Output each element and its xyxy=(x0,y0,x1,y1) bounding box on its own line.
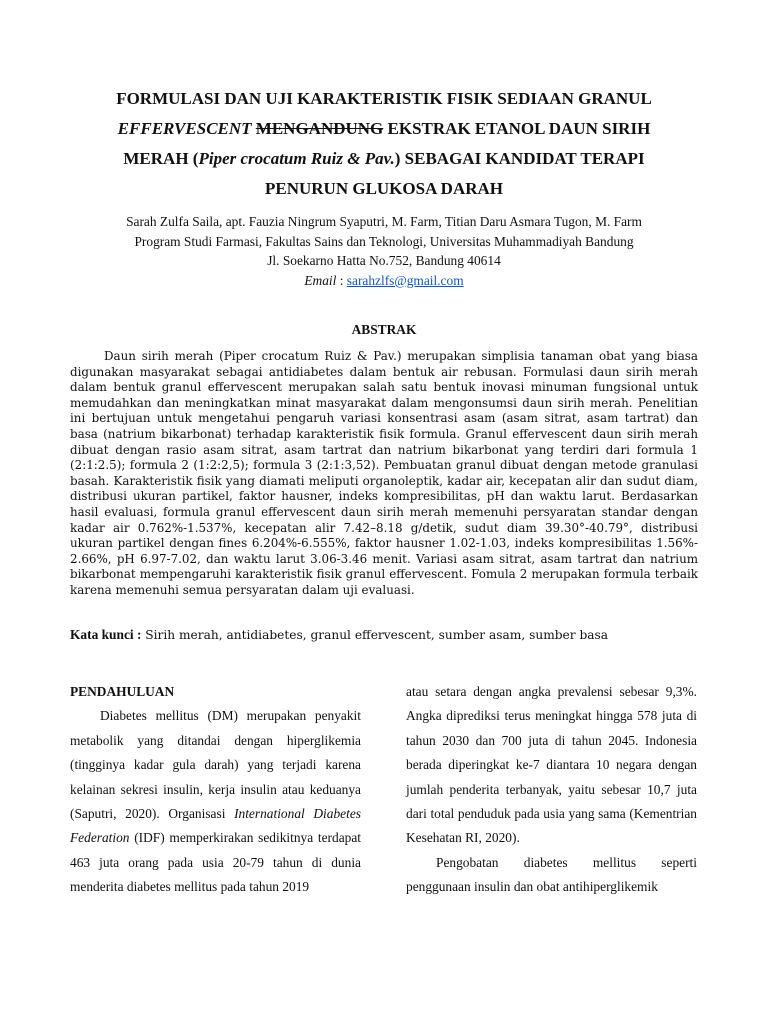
author-block xyxy=(60,212,708,290)
author-names: Sarah Zulfa Saila, apt. Fauzia Ningrum Syaputri, M. Farm, Titian Daru Asmara Tugon, M. Farm xyxy=(126,214,642,229)
column-left xyxy=(70,680,361,900)
keywords-text: Sirih merah, antidiabetes, granul effervescent, sumber asam, sumber basa xyxy=(141,628,609,642)
title-struck-word: MENGANDUNG xyxy=(255,119,384,138)
paper-title xyxy=(70,84,698,204)
email-label: Email xyxy=(304,272,337,288)
section-heading-introduction: PENDAHULUAN xyxy=(70,684,175,699)
email-separator: : xyxy=(336,272,347,288)
title-line-3-start: MERAH ( xyxy=(123,149,199,168)
author-address: Jl. Soekarno Hatta No.752, Bandung 40614 xyxy=(267,253,501,268)
abstract-heading: ABSTRAK xyxy=(351,322,417,337)
abstract-body: Daun sirih merah (Piper crocatum Ruiz & Pav.) merupakan simplisia tanaman obat yang biasa digunakan masyarakat sebagai antidiabetes dalam bentuk air rebusan. Formulasi daun sirih merah dalam bentuk granul effervescent merupakan salah satu bentuk inovasi minuman fungsional untuk memudahkan dan meningkatkan minat masyarakat dalam mengonsumsi daun sirih merah. Penelitian ini bertujuan untuk mengetahui pengaruh variasi konsentrasi asam (asam sitrat, asam tartrat) dan basa (natrium bikarbonat) terhadap karakteristik fisik formula. Granul effervescent daun sirih merah dibuat dengan rasio asam sitrat, asam tartrat dan natrium bikarbonat yang terdiri dari formula 1 (2:1:2.5); formula 2 (1:2:2,5); formula 3 (2:1:3,52). Pembuatan granul dibuat dengan metode granulasi basah. Karakteristik fisik yang diamati meliputi organoleptik, kadar air, kecepatan alir dan sudut diam, distribusi ukuran partikel, faktor hausner, indeks kompresibilitas, pH dan waktu larut. Berdasarkan hasil evaluasi, formula granul effervescent daun sirih merah memenuhi persyaratan standar dengan kadar air 0.762%-1.537%, kecepatan alir 7.42–8.18 g/detik, sudut diam 39.30°-40.79°, distribusi ukuran partikel dengan fines 6.204%-6.555%, faktor hausner 1.02-1.03, indeks kompresibilitas 1.56%- 2.66%, pH 6.97-7.02, dan waktu larut 3.06-3.46 menit. Variasi asam sitrat, asam tartrat dan natrium bikarbonat mempengaruhi karakteristik fisik granul effervescent. Fomula 2 merupakan formula terbaik karena memenuhi semua persyaratan dalam uji evaluasi. xyxy=(70,349,698,597)
title-line-2-rest: EKSTRAK ETANOL DAUN SIRIH xyxy=(387,119,651,138)
intro-paragraph-1 xyxy=(70,704,361,899)
intro-paragraph-2: Pengobatan diabetes mellitus seperti penggunaan insulin dan obat antihiperglikemik xyxy=(406,854,697,895)
author-email-line xyxy=(60,271,708,291)
email-link[interactable]: sarahzlfs@gmail.com xyxy=(346,272,464,288)
author-affiliation: Program Studi Farmasi, Fakultas Sains dan Teknologi, Universitas Muhammadiyah Bandung xyxy=(134,233,634,249)
keywords-line xyxy=(70,627,698,643)
title-line-4: PENURUN GLUKOSA DARAH xyxy=(264,179,504,198)
title-line-2 xyxy=(70,114,698,144)
title-line-3 xyxy=(70,144,698,174)
title-line-1: FORMULASI DAN UJI KARAKTERISTIK FISIK SEDIAAN GRANUL xyxy=(116,89,652,108)
intro-p1-start: Diabetes mellitus (DM) merupakan penyakit metabolik yang ditandai dengan hiperglikemia (tingginya kadar gula darah) yang terjadi karena kelainan sekresi insulin, kerja insulin atau keduanya (Saputri, 2020). Organisasi xyxy=(70,708,361,822)
intro-paragraph-1-continued: atau setara dengan angka prevalensi sebesar 9,3%. Angka diprediksi terus meningkat hingga 578 juta di tahun 2030 dan 700 juta di tahun 2045. Indonesia berada diperingkat ke-7 diantara 10 negara dengan jumlah penderita terbanyak, yaitu sebesar 10,7 juta dari total penduduk pada usia yang sama (Kementrian Kesehatan RI, 2020). xyxy=(406,684,697,846)
title-italic-term: EFFERVESCENT xyxy=(117,119,252,138)
intro-p1-end: (IDF) memperkirakan sedikitnya terdapat 463 juta orang pada usia 20-79 tahun di dunia menderita diabetes mellitus pada tahun 2019 xyxy=(70,830,361,895)
title-line-3-end: ) SEBAGAI KANDIDAT TERAPI xyxy=(394,149,645,168)
title-species-name: Piper crocatum Ruiz & Pav. xyxy=(198,149,395,168)
column-right xyxy=(406,680,697,900)
keywords-label: Kata kunci : xyxy=(70,627,142,642)
intro-p1-italic: International Diabetes Federation xyxy=(70,806,361,846)
